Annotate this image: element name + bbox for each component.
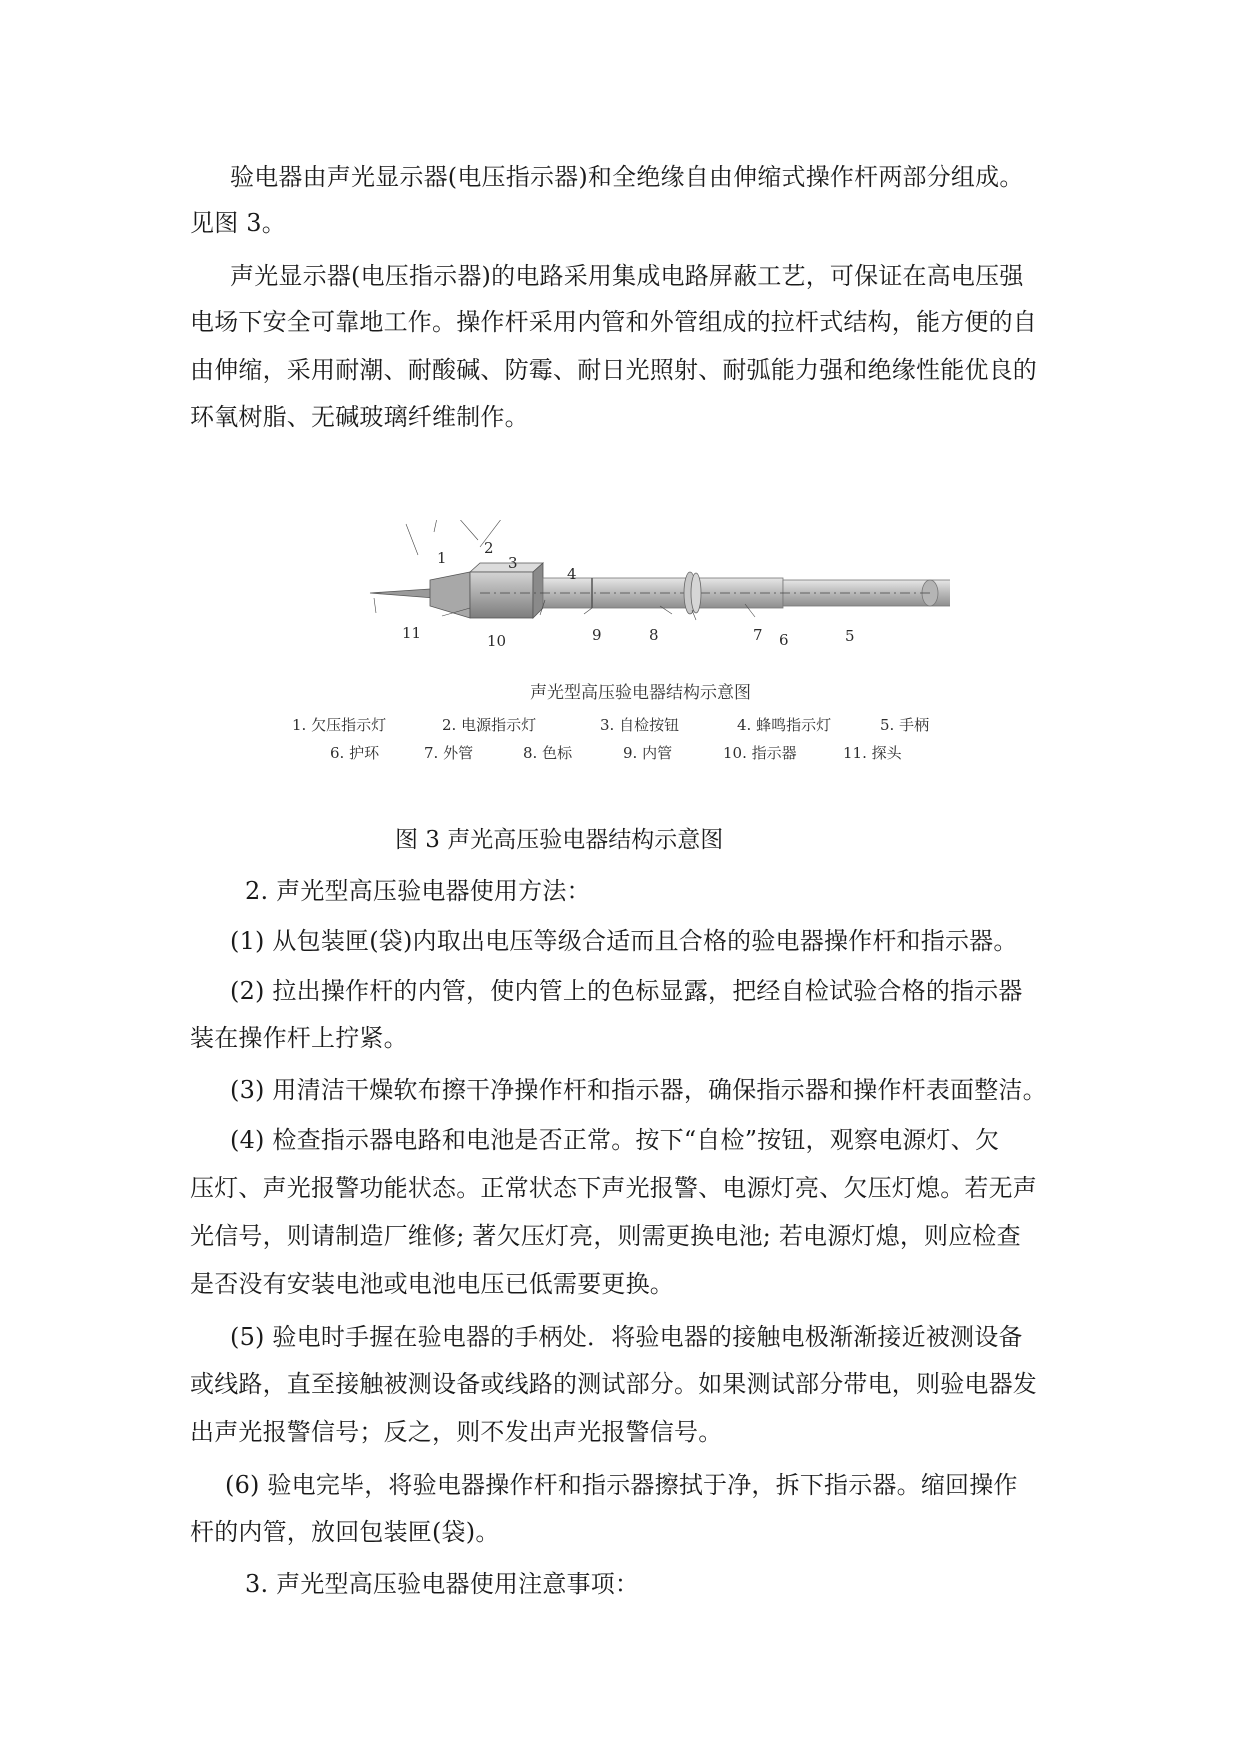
figure-title: 声光型高压验电器结构示意图 [530, 683, 751, 703]
legend-item-10: 10. 指示器 [723, 744, 797, 762]
paragraph-2-line-1: 声光显示器(电压指示器)的电路采用集成电路屏蔽工艺，可保证在高电压强 [230, 262, 1024, 290]
part-label-7: 7 [753, 626, 763, 644]
indicator-box [470, 572, 533, 618]
section-2-heading: 2. 声光型高压验电器使用方法： [245, 877, 591, 905]
indicator-box-top [470, 563, 543, 572]
step-4-line-2: 压灯、声光报警功能状态。正常状态下声光报警、电源灯亮、欠压灯熄。若无声 [190, 1174, 1037, 1202]
legend-item-4: 4. 蜂鸣指示灯 [737, 716, 832, 734]
part-label-8: 8 [649, 626, 659, 644]
part-label-9: 9 [592, 626, 602, 644]
paragraph-1-line-1: 验电器由声光显示器(电压指示器)和全绝缘自由伸缩式操作杆两部分组成。 [230, 163, 1024, 191]
legend-item-5: 5. 手柄 [880, 716, 930, 734]
figure-caption: 图 3 声光高压验电器结构示意图 [395, 827, 724, 853]
step-5-line-2: 或线路，直至接触被测设备或线路的测试部分。如果测试部分带电，则验电器发 [190, 1370, 1037, 1398]
legend-item-3: 3. 自检按钮 [600, 716, 680, 734]
part-label-1: 1 [437, 549, 447, 567]
section-3-heading: 3. 声光型高压验电器使用注意事项： [245, 1570, 640, 1598]
legend-item-7: 7. 外管 [424, 744, 474, 762]
part-label-11: 11 [402, 624, 422, 642]
step-2-line-1: (2) 拉出操作杆的内管，使内管上的色标显露，把经自检试验合格的指示器 [230, 977, 1023, 1005]
paragraph-2-line-3: 由伸缩，采用耐潮、耐酸碱、防霉、耐日光照射、耐弧能力强和绝缘性能优良的 [190, 356, 1037, 384]
indicator-cone [430, 572, 470, 618]
step-5-line-1: (5) 验电时手握在验电器的手柄处．将验电器的接触电极渐渐接近被测设备 [230, 1323, 1023, 1351]
step-6-line-2: 杆的内管，放回包装匣(袋)。 [190, 1518, 500, 1546]
legend-item-9: 9. 内管 [623, 744, 673, 762]
part-label-10: 10 [487, 632, 507, 650]
legend-item-8: 8. 色标 [523, 744, 573, 762]
step-4-line-1: (4) 检查指示器电路和电池是否正常。按下“自检”按钮，观察电源灯、欠 [230, 1126, 1000, 1154]
paragraph-2-line-4: 环氧树脂、无碱玻璃纤维制作。 [190, 403, 529, 431]
legend-item-11: 11. 探头 [843, 744, 902, 762]
step-4-line-4: 是否没有安装电池或电池电压已低需要更换。 [190, 1270, 674, 1298]
paragraph-2-line-2: 电场下安全可靠地工作。操作杆采用内管和外管组成的拉杆式结构，能方便的自 [190, 308, 1037, 336]
step-4-line-3: 光信号，则请制造厂维修; 著欠压灯亮，则需更换电池; 若电源灯熄，则应检查 [190, 1222, 1021, 1250]
step-2-line-2: 装在操作杆上拧紧。 [190, 1024, 408, 1052]
legend-item-2: 2. 电源指示灯 [442, 716, 537, 734]
part-label-5: 5 [845, 627, 855, 645]
step-1: (1) 从包装匣(袋)内取出电压等级合适而且合格的验电器操作杆和指示器。 [230, 927, 1018, 955]
part-label-4: 4 [567, 565, 577, 583]
part-label-3: 3 [508, 554, 518, 572]
step-6-line-1: (6) 验电完毕，将验电器操作杆和指示器擦拭于净，拆下指示器。缩回操作 [225, 1471, 1018, 1499]
step-3: (3) 用清洁干燥软布擦干净操作杆和指示器，确保指示器和操作杆表面整洁。 [230, 1076, 1047, 1104]
paragraph-1-line-2: 见图 3。 [190, 209, 286, 237]
part-label-2: 2 [484, 539, 494, 557]
part-label-6: 6 [779, 631, 789, 649]
legend-item-6: 6. 护环 [330, 744, 380, 762]
step-5-line-3: 出声光报警信号；反之，则不发出声光报警信号。 [190, 1418, 723, 1446]
legend-item-1: 1. 欠压指示灯 [292, 716, 387, 734]
